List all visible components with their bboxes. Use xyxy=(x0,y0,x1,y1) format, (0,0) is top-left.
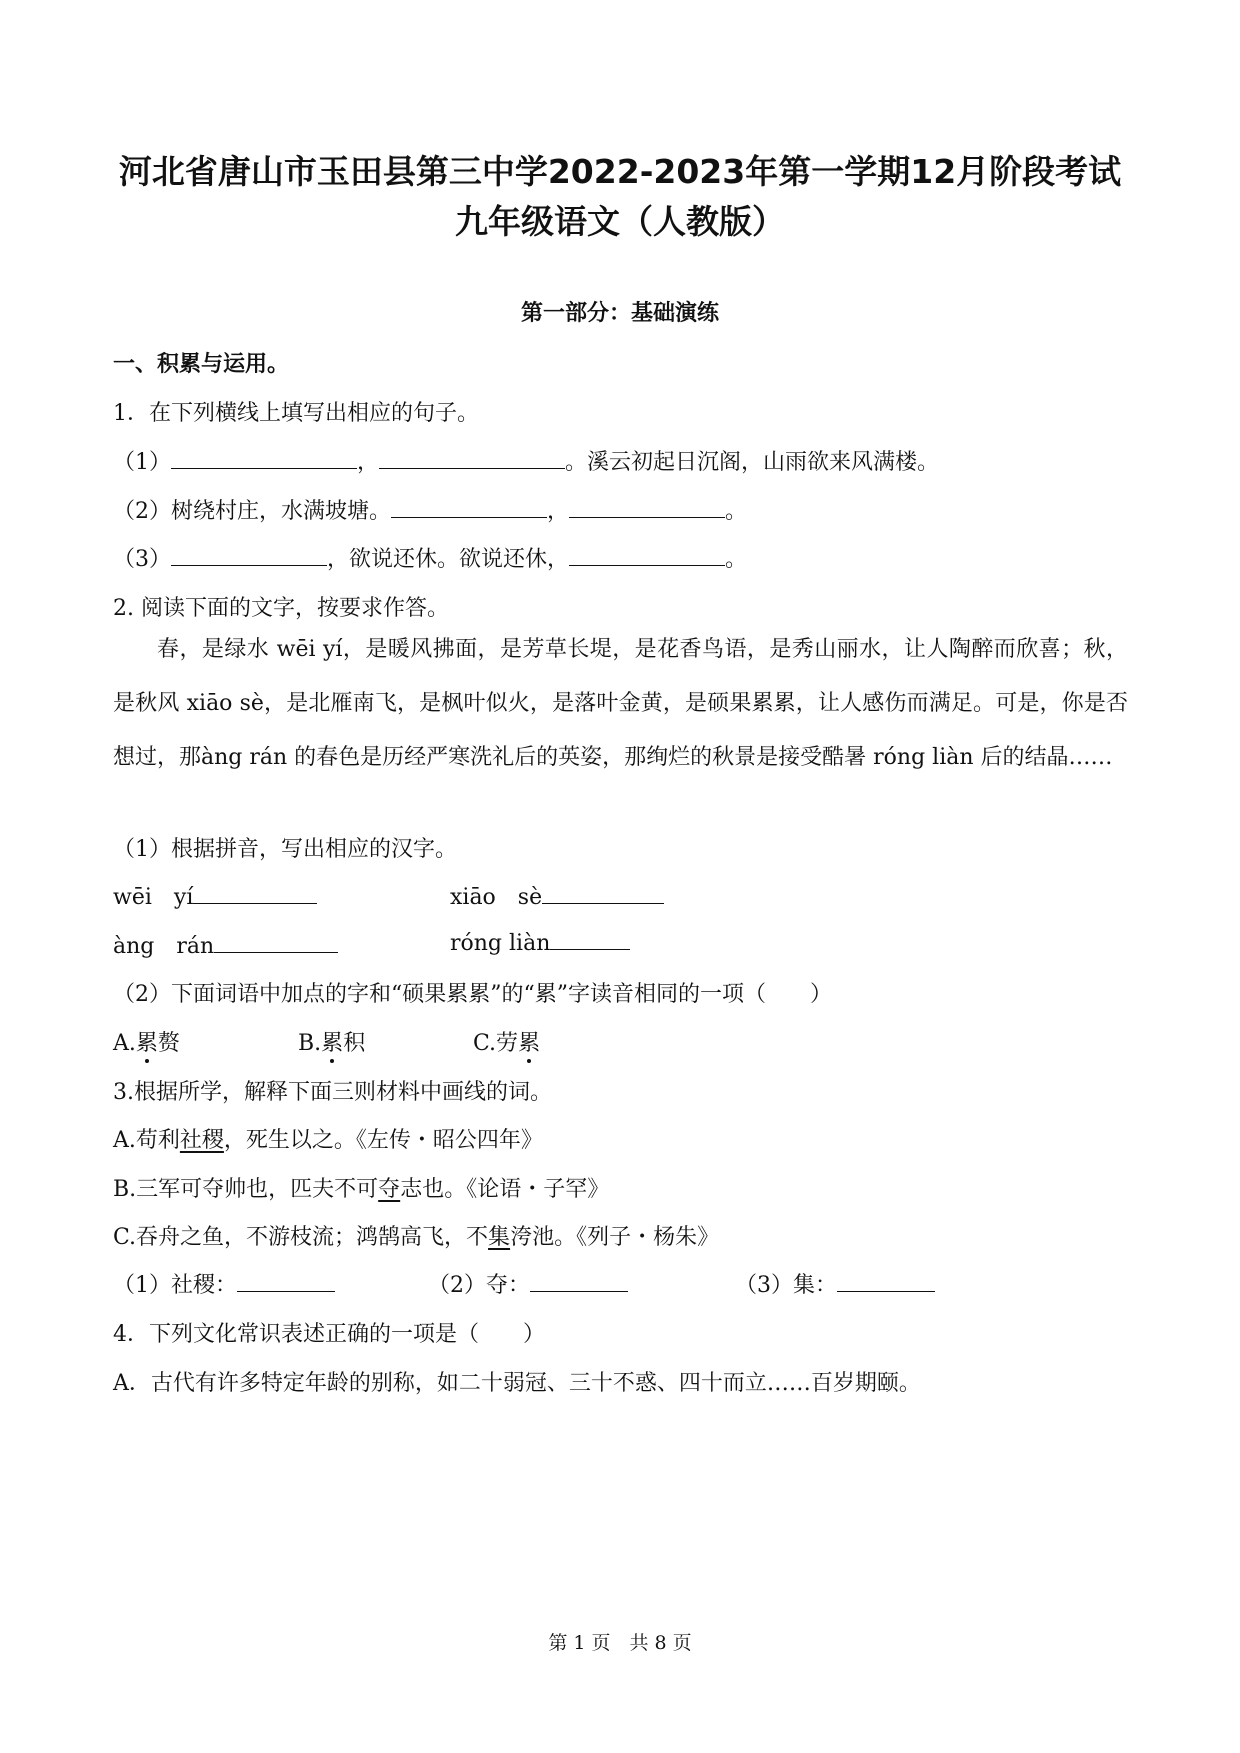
q1-stem: 1．在下列横线上填写出相应的句子。 xyxy=(113,401,479,426)
pinyin-item xyxy=(113,929,338,960)
dotted-char: 累 xyxy=(321,1026,343,1057)
answer-blank[interactable] xyxy=(391,497,547,518)
q3-stem: 3.根据所学，解释下面三则材料中画线的词。 xyxy=(113,1080,552,1105)
answer-blank[interactable] xyxy=(542,883,664,904)
pinyin-label: róng liàn xyxy=(450,931,551,956)
q3-material-b xyxy=(113,1172,609,1203)
option-text: 劳 xyxy=(496,1031,519,1056)
q2-sub1-stem: （1）根据拼音，写出相应的汉字。 xyxy=(113,837,457,862)
underlined-word: 社稷 xyxy=(179,1128,224,1153)
option-text: 积 xyxy=(343,1031,366,1056)
underlined-word: 集 xyxy=(488,1225,511,1250)
q1-item-head: 树绕村庄，水满坡塘。 xyxy=(171,499,392,524)
answer-blank[interactable] xyxy=(569,545,725,566)
page-number-footer: 第 1 页 共 8 页 xyxy=(548,1632,692,1654)
q3-material-c xyxy=(113,1220,719,1251)
q1-item-num: （1） xyxy=(113,450,171,475)
underlined-word: 夺 xyxy=(378,1177,401,1202)
pinyin-label: wēi yí xyxy=(113,885,194,910)
material-text: B.三军可夺帅也，匹夫不可 xyxy=(113,1177,379,1202)
answer-label: （3）集： xyxy=(735,1273,837,1298)
passage-text: 春，是绿水 wēi yí，是暖风拂面，是芳草长堤，是花香鸟语，是秀山丽水，让人陶醉而欣喜；秋，是秋风 xiāo sè，是北雁南飞，是枫叶似火，是落叶金黄，是硕果累累，让人感伤而满足。可是，你是否想过，那àng rán 的春色是历经严寒洗礼后的英姿，那绚烂的秋景是接受酷暑 róng liàn 后的结晶…… xyxy=(113,637,1128,770)
dotted-char: 累 xyxy=(518,1026,540,1057)
answer-blank[interactable] xyxy=(379,448,565,469)
q1-item-mid: ，欲说还休。欲说还休， xyxy=(327,547,570,572)
q1-item-2 xyxy=(113,494,747,525)
q2-passage xyxy=(113,623,1128,785)
q1-item-1 xyxy=(113,445,939,476)
q1-item-num: （2） xyxy=(113,499,171,524)
material-text: C.吞舟之鱼，不游枝流；鸿鹄高飞，不 xyxy=(113,1225,489,1250)
dotted-char: 累 xyxy=(136,1026,158,1057)
q4-stem: 4．下列文化常识表述正确的一项是（ ） xyxy=(113,1322,545,1347)
answer-blank[interactable] xyxy=(171,545,327,566)
q1-item-tail: 。 xyxy=(725,499,748,524)
part-heading: 一、积累与运用。 xyxy=(113,352,290,377)
exam-title-line1: 河北省唐山市玉田县第三中学2022-2023年第一学期12月阶段考试 xyxy=(118,152,1122,191)
q3-answer-1 xyxy=(113,1268,335,1299)
choice-option-a[interactable] xyxy=(113,1026,180,1057)
option-letter: B. xyxy=(298,1031,322,1056)
answer-blank[interactable] xyxy=(193,883,317,904)
answer-label: （2）夺： xyxy=(428,1273,530,1298)
section-title: 第一部分：基础演练 xyxy=(520,301,719,326)
q1-item-sep: ， xyxy=(547,499,570,524)
q3-answer-2 xyxy=(428,1268,628,1299)
q3-answer-3 xyxy=(735,1268,935,1299)
answer-label: （1）社稷： xyxy=(113,1273,237,1298)
pinyin-item xyxy=(450,929,630,956)
q1-item-sep: ， xyxy=(357,450,380,475)
option-text: 赘 xyxy=(157,1031,180,1056)
answer-blank[interactable] xyxy=(214,932,338,953)
answer-blank[interactable] xyxy=(837,1271,935,1292)
q1-item-3 xyxy=(113,542,747,573)
choice-option-c[interactable] xyxy=(473,1026,540,1057)
exam-title-line2: 九年级语文（人教版） xyxy=(455,202,785,241)
q2-sub2-stem: （2）下面词语中加点的字和“硕果累累”的“累”字读音相同的一项（ ） xyxy=(113,982,832,1007)
q1-item-num: （3） xyxy=(113,547,171,572)
pinyin-label: xiāo sè xyxy=(450,885,543,910)
q2-stem: 2. 阅读下面的文字，按要求作答。 xyxy=(113,596,449,621)
q3-material-a xyxy=(113,1123,543,1154)
q1-item-tail: 。溪云初起日沉阁，山雨欲来风满楼。 xyxy=(565,450,940,475)
material-text: ，死生以之。《左传・昭公四年》 xyxy=(223,1128,543,1153)
q4-option-a[interactable]: A．古代有许多特定年龄的别称，如二十弱冠、三十不惑、四十而立……百岁期颐。 xyxy=(113,1371,921,1396)
choice-option-b[interactable] xyxy=(298,1026,365,1057)
material-text: A.苟利 xyxy=(113,1128,180,1153)
answer-blank[interactable] xyxy=(171,448,357,469)
material-text: 志也。《论语・子罕》 xyxy=(400,1177,610,1202)
option-letter: A. xyxy=(113,1031,136,1056)
pinyin-item xyxy=(113,880,317,911)
answer-blank[interactable] xyxy=(530,1271,628,1292)
option-letter: C. xyxy=(473,1031,497,1056)
pinyin-item xyxy=(450,880,664,911)
answer-blank[interactable] xyxy=(237,1271,335,1292)
pinyin-label: àng rán xyxy=(113,934,215,959)
answer-blank[interactable] xyxy=(550,929,630,950)
q1-item-tail: 。 xyxy=(725,547,748,572)
answer-blank[interactable] xyxy=(569,497,725,518)
material-text: 洿池。《列子・杨朱》 xyxy=(510,1225,720,1250)
